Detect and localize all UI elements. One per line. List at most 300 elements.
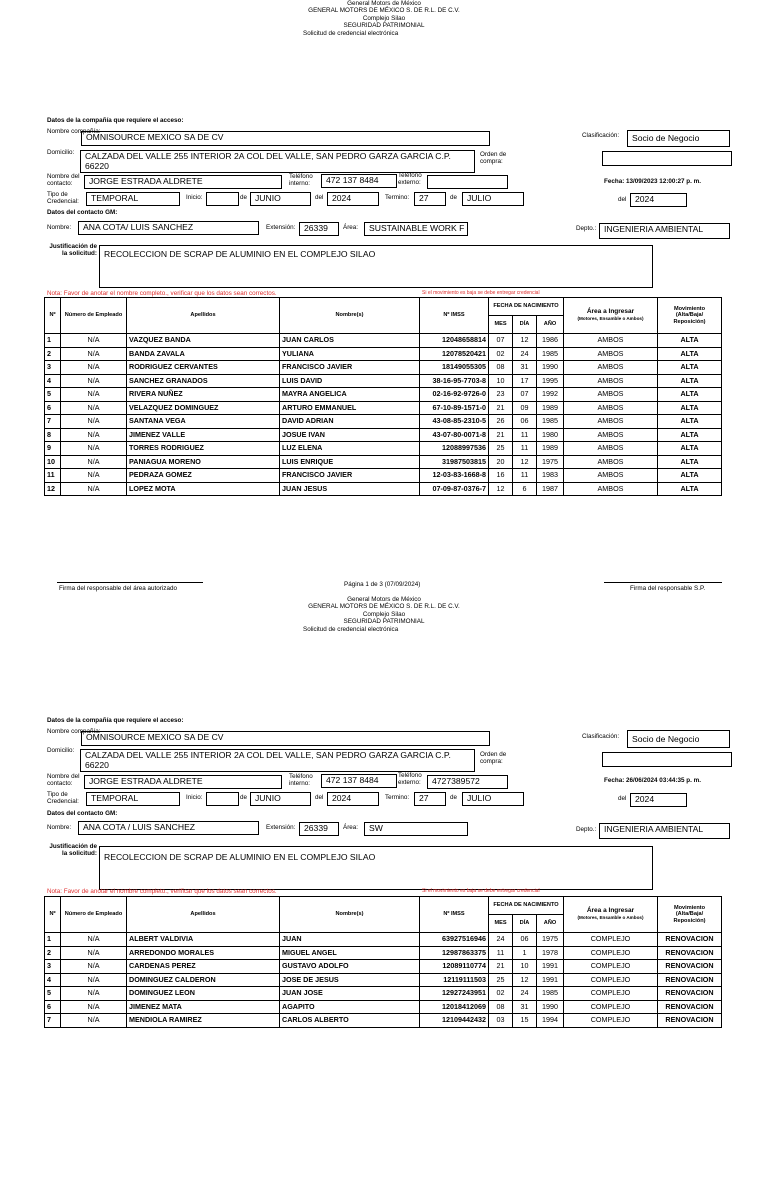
phone-external-label: Teléfono externo: [398,772,422,786]
names-cell: JUAN [280,933,420,947]
imss-cell: 12089110774 [420,960,489,974]
surnames-cell: ARREDONDO MORALES [127,946,280,960]
date-year-field[interactable]: 2024 [630,193,687,207]
surnames-cell: TORRES RODRIGUEZ [127,442,280,456]
area-cell: COMPLEJO [564,987,658,1001]
row-number-cell: 4 [45,374,61,388]
area-cell: COMPLEJO [564,973,658,987]
surnames-cell: RODRIGUEZ CERVANTES [127,361,280,375]
phone-external-field[interactable] [427,175,508,189]
row-number-cell: 10 [45,455,61,469]
col-header-area [564,298,658,334]
birth-year-cell: 1975 [537,455,564,469]
extension-label: Extensión: [266,224,296,231]
surnames-cell: SANCHEZ GRANADOS [127,374,280,388]
employee-number-cell: N/A [61,973,127,987]
table-row[interactable] [45,1000,722,1014]
imss-cell: 43-07-80-0071-8 [420,428,489,442]
birth-year-cell: 1978 [537,946,564,960]
col-header-surnames: Apellidos [127,298,280,334]
birth-year-cell: 1994 [537,1014,564,1028]
birth-month-cell: 24 [489,933,513,947]
credential-type-field[interactable]: TEMPORAL [86,192,180,206]
employee-table-body [45,334,722,496]
extension-field[interactable]: 26339 [299,222,339,236]
table-row[interactable] [45,401,722,415]
birth-day-cell: 06 [513,415,537,429]
employee-number-cell: N/A [61,1000,127,1014]
department-field[interactable]: INGENIERIA AMBIENTAL [599,823,730,839]
year-label: del [315,194,324,201]
year-label: del [315,794,324,801]
note-text: Nota: Favor de anotar el nombre completo., verificar que los datos sean correctos. [47,290,277,297]
birth-year-cell: 1989 [537,442,564,456]
birth-month-cell: 11 [489,946,513,960]
birth-day-cell: 1 [513,946,537,960]
table-row[interactable] [45,442,722,456]
col-header-day: DÍA [513,316,537,334]
employee-table-body [45,933,722,1028]
imss-cell: 12119111503 [420,973,489,987]
birth-month-cell: 16 [489,469,513,483]
names-cell: JOSE DE JESUS [280,973,420,987]
area-cell: AMBOS [564,455,658,469]
names-cell: AGAPITO [280,1000,420,1014]
header-site: Complejo Silao [362,610,406,618]
section-gm-title: Datos del contacto GM: [47,209,118,216]
birth-month-cell: 02 [489,347,513,361]
birth-month-cell: 26 [489,415,513,429]
birth-day-cell: 11 [513,428,537,442]
employee-number-cell: N/A [61,361,127,375]
note-text: Nota: Favor de anotar el nombre completo., verificar que los datos sean correctos. [47,888,277,895]
area-cell: AMBOS [564,428,658,442]
date-display [604,777,701,784]
end-day-field[interactable]: 27 [414,192,446,206]
credential-type-label: Tipo de Credencial: [47,791,79,805]
birth-day-cell: 11 [513,442,537,456]
names-cell: FRANCISCO JAVIER [280,469,420,483]
movement-cell: RENOVACION [658,960,722,974]
row-number-cell: 3 [45,361,61,375]
imss-cell: 12987863375 [420,946,489,960]
birth-day-cell: 12 [513,973,537,987]
surnames-cell: VAZQUEZ BANDA [127,334,280,348]
area-field[interactable]: SUSTAINABLE WORK F [364,222,468,236]
date-value: 26/06/2024 03:44:35 p. m. [626,777,701,784]
justification-field[interactable]: RECOLECCION DE SCRAP DE ALUMINIO EN EL COMPLEJO SILAO [99,245,653,288]
movement-cell: RENOVACION [658,1000,722,1014]
purchase-order-field[interactable] [602,151,732,166]
row-number-cell: 3 [45,960,61,974]
names-cell: MAYRA ANGELICA [280,388,420,402]
surnames-cell: ALBERT VALDIVIA [127,933,280,947]
employee-number-cell: N/A [61,401,127,415]
row-number-cell: 8 [45,428,61,442]
table-row[interactable] [45,334,722,348]
names-cell: CARLOS ALBERTO [280,1014,420,1028]
birth-day-cell: 24 [513,987,537,1001]
department-field[interactable]: INGENIERIA AMBIENTAL [599,223,730,239]
phone-internal-field[interactable]: 472 137 8484 [321,174,397,188]
surnames-cell: LOPEZ MOTA [127,482,280,496]
company-name-label: Nombre compañía: [47,728,101,735]
birth-year-cell: 1987 [537,482,564,496]
phone-internal-label: Teléfono interno: [289,773,313,787]
document-header [0,0,768,37]
movement-cell: ALTA [658,334,722,348]
names-cell: DAVID ADRIAN [280,415,420,429]
start-month-field[interactable]: JUNIO [250,792,311,806]
imss-cell: 38-16-95-7703-8 [420,374,489,388]
names-cell: JOSUE IVAN [280,428,420,442]
col-header-movement: Movimiento (Alta/Baja/ Reposición) [658,897,722,933]
table-row[interactable] [45,415,722,429]
area-field[interactable]: SW [364,822,468,836]
movement-cell: ALTA [658,374,722,388]
birth-day-cell: 11 [513,469,537,483]
row-number-cell: 5 [45,987,61,1001]
movement-cell: ALTA [658,482,722,496]
birth-month-cell: 12 [489,482,513,496]
gm-name-label: Nombre: [47,224,72,231]
area-cell: AMBOS [564,482,658,496]
section-company-title: Datos de la compañía que requiere el acceso: [47,117,184,124]
birth-day-cell: 12 [513,455,537,469]
row-number-cell: 2 [45,347,61,361]
birth-year-cell: 1989 [537,401,564,415]
signature-area-label: Firma del responsable del área autorizado [59,585,177,592]
date-label: Fecha: [604,777,625,784]
birth-month-cell: 03 [489,1014,513,1028]
row-number-cell: 2 [45,946,61,960]
birth-day-cell: 6 [513,482,537,496]
table-row[interactable] [45,361,722,375]
surnames-cell: RIVERA NUÑEZ [127,388,280,402]
movement-cell: RENOVACION [658,946,722,960]
address-field[interactable]: CALZADA DEL VALLE 255 INTERIOR 2A COL DEL VALLE, SAN PEDRO GARZA GARCIA C.P. 66220 [80,150,475,173]
of-label: de [450,794,458,801]
birth-year-cell: 1991 [537,960,564,974]
movement-cell: ALTA [658,361,722,375]
area-cell: AMBOS [564,361,658,375]
birth-month-cell: 10 [489,374,513,388]
end-month-field[interactable]: JULIO [462,192,524,206]
row-number-cell: 4 [45,973,61,987]
row-number-cell: 6 [45,401,61,415]
birth-month-cell: 02 [489,987,513,1001]
section-gm-title: Datos del contacto GM: [47,810,118,817]
classification-field[interactable]: Socio de Negocio [627,130,730,147]
surnames-cell: PEDRAZA GOMEZ [127,469,280,483]
table-row[interactable] [45,973,722,987]
header-department: SEGURIDAD PATRIMONIAL [343,618,425,626]
movement-cell: ALTA [658,388,722,402]
birth-month-cell: 21 [489,401,513,415]
employee-table [44,297,722,496]
note-withdrawal: Si el movimiento es baja se debe entregar credencial [422,888,540,894]
birth-year-cell: 1985 [537,347,564,361]
area-cell: COMPLEJO [564,960,658,974]
col-header-day: DÍA [513,915,537,933]
phone-external-field[interactable]: 4727389572 [427,775,508,789]
employee-number-cell: N/A [61,388,127,402]
surnames-cell: SANTANA VEGA [127,415,280,429]
start-label: Inicio: [186,794,203,801]
movement-cell: ALTA [658,469,722,483]
row-number-cell: 9 [45,442,61,456]
imss-cell: 12018412069 [420,1000,489,1014]
imss-cell: 12-03-83-1668-8 [420,469,489,483]
note-withdrawal: Si el movimiento es baja se debe entregar credencial [422,290,540,296]
birth-month-cell: 08 [489,361,513,375]
table-row[interactable] [45,987,722,1001]
table-row[interactable] [45,428,722,442]
employee-number-cell: N/A [61,428,127,442]
col-header-names: Nombre(s) [280,897,420,933]
surnames-cell: PANIAGUA MORENO [127,455,280,469]
movement-cell: ALTA [658,415,722,429]
imss-cell: 12109442432 [420,1014,489,1028]
contact-field[interactable]: JORGE ESTRADA ALDRETE [84,775,282,789]
header-company-line: General Motors de México [347,0,421,7]
birth-month-cell: 08 [489,1000,513,1014]
address-field[interactable]: CALZADA DEL VALLE 255 INTERIOR 2A COL DEL VALLE, SAN PEDRO GARZA GARCIA C.P. 66220 [80,749,475,772]
start-year-field[interactable]: 2024 [327,192,379,206]
contact-label: Nombre del contacto: [47,173,80,187]
names-cell: ARTURO EMMANUEL [280,401,420,415]
table-row[interactable] [45,374,722,388]
col-header-no: Nº [45,897,61,933]
movement-cell: RENOVACION [658,933,722,947]
movement-cell: RENOVACION [658,1014,722,1028]
names-cell: LUIS ENRIQUE [280,455,420,469]
credential-type-field[interactable]: TEMPORAL [86,792,180,806]
area-header-title: Área a Ingresar [586,308,635,315]
date-display [604,178,701,185]
start-year-field[interactable]: 2024 [327,792,379,806]
col-header-imss: Nº IMSS [420,298,489,334]
area-cell: COMPLEJO [564,933,658,947]
start-month-field[interactable]: JUNIO [250,192,311,206]
gm-name-field[interactable]: ANA COTA / LUIS SANCHEZ [78,821,259,835]
names-cell: LUIS DAVID [280,374,420,388]
table-row[interactable] [45,933,722,947]
header-form-title: Solicitud de credencial electrónica [303,625,399,633]
end-label: Termino: [385,194,410,201]
movement-cell: ALTA [658,455,722,469]
section-company-title: Datos de la compañía que requiere el acceso: [47,717,184,724]
row-number-cell: 11 [45,469,61,483]
table-row[interactable] [45,960,722,974]
birth-day-cell: 15 [513,1014,537,1028]
contact-label: Nombre del contacto: [47,773,80,787]
table-row[interactable] [45,1014,722,1028]
end-label: Termino: [385,794,410,801]
of-label: de [450,194,458,201]
col-header-birthdate: FECHA DE NACIMIENTO [489,897,564,915]
area-header-title: Área a Ingresar [586,907,635,914]
imss-cell: 07-09-87-0376-7 [420,482,489,496]
extension-field[interactable]: 26339 [299,822,339,836]
movement-cell: RENOVACION [658,973,722,987]
birth-month-cell: 07 [489,334,513,348]
birth-month-cell: 21 [489,960,513,974]
surnames-cell: DOMINGUEZ LEON [127,987,280,1001]
employee-number-cell: N/A [61,347,127,361]
justification-field[interactable]: RECOLECCION DE SCRAP DE ALUMINIO EN EL COMPLEJO SILAO [99,846,653,890]
department-label: Depto.: [576,826,597,833]
date-value: 13/09/2023 12:00:27 p. m. [626,178,701,185]
table-row[interactable] [45,946,722,960]
contact-field[interactable]: JORGE ESTRADA ALDRETE [84,175,282,189]
table-row[interactable] [45,347,722,361]
row-number-cell: 7 [45,1014,61,1028]
surnames-cell: CARDENAS PEREZ [127,960,280,974]
surnames-cell: MENDIOLA RAMIREZ [127,1014,280,1028]
header-site: Complejo Silao [362,14,406,22]
row-number-cell: 1 [45,933,61,947]
movement-cell: ALTA [658,428,722,442]
birth-year-cell: 1975 [537,933,564,947]
area-cell: AMBOS [564,401,658,415]
birth-month-cell: 23 [489,388,513,402]
col-header-imss: Nº IMSS [420,897,489,933]
imss-cell: 43-08-85-2310-5 [420,415,489,429]
birth-day-cell: 12 [513,334,537,348]
date-label: Fecha: [604,178,625,185]
birth-day-cell: 31 [513,1000,537,1014]
names-cell: JUAN JESUS [280,482,420,496]
birth-year-cell: 1985 [537,415,564,429]
signature-line-sp [604,582,722,583]
imss-cell: 67-10-89-1571-0 [420,401,489,415]
phone-internal-field[interactable]: 472 137 8484 [321,774,397,788]
company-name-label: Nombre compañía: [47,128,101,135]
surnames-cell: JIMENEZ MATA [127,1000,280,1014]
table-row[interactable] [45,455,722,469]
area-cell: AMBOS [564,469,658,483]
area-cell: COMPLEJO [564,1014,658,1028]
area-cell: AMBOS [564,388,658,402]
imss-cell: 02-16-92-9726-0 [420,388,489,402]
end-month-field[interactable]: JULIO [462,792,524,806]
department-label: Depto.: [576,225,597,232]
end-day-field[interactable]: 27 [414,792,446,806]
signature-sp-label: Firma del responsable S.P. [630,585,706,592]
start-day-field[interactable] [206,792,239,806]
year-label: del [618,795,627,802]
page-number: Página 1 de 3 (07/09/2024) [344,581,421,588]
form-page-2 [0,596,768,1196]
justification-label: Justificación de la solicitud: [49,243,97,257]
col-header-month: MES [489,915,513,933]
birth-year-cell: 1995 [537,374,564,388]
birth-year-cell: 1991 [537,973,564,987]
classification-field[interactable]: Socio de Negocio [627,730,730,748]
col-header-no: Nº [45,298,61,334]
employee-table [44,896,722,1028]
table-row[interactable] [45,388,722,402]
birth-month-cell: 20 [489,455,513,469]
birth-year-cell: 1983 [537,469,564,483]
birth-day-cell: 06 [513,933,537,947]
area-cell: AMBOS [564,442,658,456]
employee-number-cell: N/A [61,987,127,1001]
table-row[interactable] [45,469,722,483]
signature-line-area [57,582,203,583]
header-legal-name: GENERAL MOTORS DE MÉXICO S. DE R.L. DE C.V. [308,603,460,611]
col-header-employee-number: Número de Empleado [61,298,127,334]
phone-internal-label: Teléfono interno: [289,173,313,187]
surnames-cell: JIMENEZ VALLE [127,428,280,442]
area-label: Área: [343,224,359,231]
birth-day-cell: 24 [513,347,537,361]
names-cell: GUSTAVO ADOLFO [280,960,420,974]
start-day-field[interactable] [206,192,239,206]
imss-cell: 12078520421 [420,347,489,361]
row-number-cell: 6 [45,1000,61,1014]
col-header-year: AÑO [537,915,564,933]
header-legal-name: GENERAL MOTORS DE MÉXICO S. DE R.L. DE C.V. [308,7,460,15]
document-header [0,596,768,633]
row-number-cell: 5 [45,388,61,402]
surnames-cell: DOMINGUEZ CALDERON [127,973,280,987]
movement-cell: ALTA [658,347,722,361]
area-cell: COMPLEJO [564,946,658,960]
credential-type-label: Tipo de Credencial: [47,191,79,205]
col-header-movement: Movimiento (Alta/Baja/ Reposición) [658,298,722,334]
row-number-cell: 7 [45,415,61,429]
imss-cell: 31987503815 [420,455,489,469]
header-company-line: General Motors de México [347,596,421,603]
company-name-field[interactable]: OMNISOURCE MEXICO SA DE CV [81,731,490,746]
employee-number-cell: N/A [61,933,127,947]
employee-number-cell: N/A [61,415,127,429]
col-header-surnames: Apellidos [127,897,280,933]
birth-day-cell: 07 [513,388,537,402]
employee-number-cell: N/A [61,482,127,496]
names-cell: JUAN CARLOS [280,334,420,348]
area-cell: AMBOS [564,347,658,361]
date-year-field[interactable]: 2024 [630,793,687,807]
employee-number-cell: N/A [61,960,127,974]
area-header-sub: (Motores, Ensamble o Ambos) [577,315,644,321]
extension-label: Extensión: [266,824,296,831]
purchase-order-field[interactable] [602,752,732,767]
surnames-cell: BANDA ZAVALA [127,347,280,361]
address-label: Domicilio: [47,149,75,156]
company-name-field[interactable]: OMNISOURCE MEXICO SA DE CV [81,131,490,146]
classification-label: Clasificación: [582,132,620,139]
area-cell: AMBOS [564,334,658,348]
table-row[interactable] [45,482,722,496]
birth-day-cell: 17 [513,374,537,388]
employee-number-cell: N/A [61,1014,127,1028]
phone-external-label: Teléfono externo: [398,172,422,186]
col-header-area [564,897,658,933]
col-header-birthdate: FECHA DE NACIMIENTO [489,298,564,316]
row-number-cell: 12 [45,482,61,496]
surnames-cell: VELAZQUEZ DOMINGUEZ [127,401,280,415]
area-cell: COMPLEJO [564,1000,658,1014]
gm-name-field[interactable]: ANA COTA/ LUIS SANCHEZ [78,221,259,235]
justification-label: Justificación de la solicitud: [49,843,97,857]
birth-year-cell: 1990 [537,1000,564,1014]
movement-cell: ALTA [658,401,722,415]
birth-year-cell: 1985 [537,987,564,1001]
imss-cell: 12048658814 [420,334,489,348]
